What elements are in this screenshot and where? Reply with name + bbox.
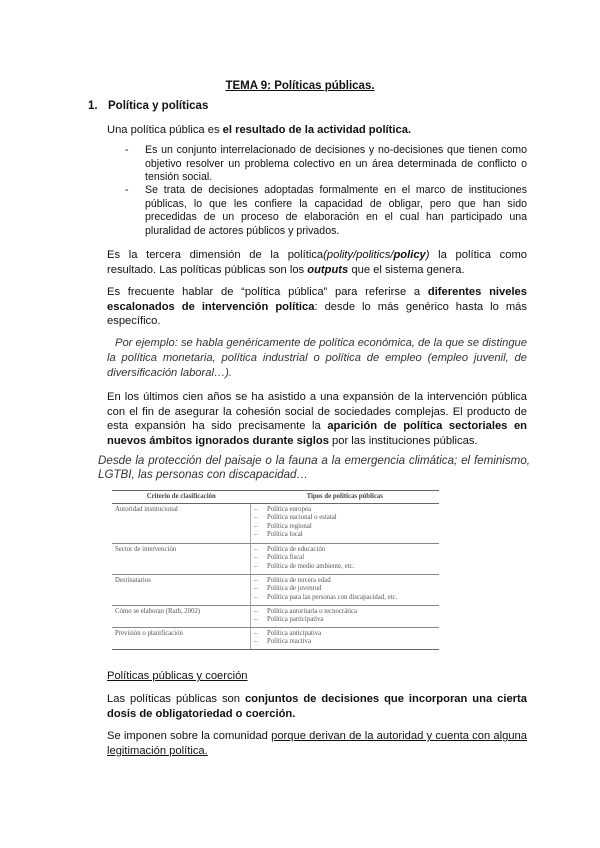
list-item: – Política de juventud <box>254 585 322 593</box>
table-cell-types <box>251 544 440 575</box>
paragraph-text: Las políticas públicas son <box>107 693 245 705</box>
paragraph-text: Es la tercera dimensión de la política <box>107 249 324 261</box>
list-item-text: Política de juventud <box>267 585 322 593</box>
list-item-text: Política europea <box>267 505 311 513</box>
list-item: – Política autoritaria o tecnocrática <box>254 607 358 615</box>
list-item-text: Política anticipativa <box>267 629 322 637</box>
paragraph-bold: diferentes niveles escalonados de intervención política <box>107 286 528 313</box>
paragraph-legitimation <box>107 729 527 758</box>
example-paragraph: Desde la protección del paisaje o la fauna a la emergencia climática; el feminismo, LGTBI, las personas con discapacidad… <box>98 454 530 481</box>
list-item-text: Política de medio ambiente, etc. <box>267 562 355 570</box>
paragraph-bold: el resultado de la actividad política. <box>222 124 412 136</box>
list-item: – Política europea <box>254 505 311 513</box>
table-header: Criterio de clasificación <box>112 491 251 504</box>
list-item-text: Política fiscal <box>267 554 305 562</box>
section-heading <box>88 100 208 112</box>
list-item: – Política local <box>254 531 303 539</box>
section-number: 1. <box>88 100 98 112</box>
paragraph-text: que el sistema genera. <box>348 263 465 276</box>
table-cell-types <box>251 504 440 544</box>
paragraph-text: En los últimos cien años se ha asistido a una expansión de la intervención pública con el fin de asegurar la cohesión social de sociedades complejas. El producto de esta expansión ha sido precisamente la <box>107 391 527 433</box>
list-item-text: Política de tercera edad <box>267 576 331 584</box>
table-row <box>112 606 439 628</box>
table-cell-criterion: Autoridad institucional <box>112 504 251 544</box>
table-row <box>112 504 439 544</box>
list-item: – Política para las personas con discapacidad, etc. <box>254 593 398 601</box>
table-cell-types <box>251 606 440 628</box>
table-row <box>112 544 439 575</box>
table-header: Tipos de políticas públicas <box>251 491 440 504</box>
list-item: – Política de educación <box>254 545 326 553</box>
paragraph-text: : desde lo más genérico hasta lo más específico. <box>107 300 527 328</box>
table-cell-criterion: Cómo se elaboran (Rath, 2002) <box>112 606 251 628</box>
example-paragraph: Por ejemplo: se habla genéricamente de política económica, de la que se distingue la política monetaria, política industrial o política de empleo (empleo juvenil, de diversificación laboral…). <box>107 337 527 380</box>
paragraph-definition <box>107 123 527 138</box>
list-item: – Política fiscal <box>254 554 305 562</box>
paragraph-bold: conjuntos de decisiones que incorporan una cierta dosis de obligatoriedad o coerción. <box>107 693 527 720</box>
list-item: – Política reactiva <box>254 638 311 646</box>
paragraph-expansion <box>107 390 527 448</box>
paragraph-underlined: porque derivan de la autoridad y cuenta con alguna legitimación política. <box>107 730 527 757</box>
bullet-dash: - <box>125 184 129 196</box>
list-item-text: Política local <box>267 531 303 539</box>
paragraph-bold-italic: outputs <box>307 263 349 276</box>
list-item-text: Política regional <box>267 522 312 530</box>
list-item-text: Política nacional o estatal <box>267 514 337 522</box>
list-item: – Política regional <box>254 522 312 530</box>
list-item: – Política de medio ambiente, etc. <box>254 562 355 570</box>
paragraph-text: por las instituciones públicas. <box>328 434 478 447</box>
paragraph-text: la política como resultado. Las políticas públicas son los <box>107 249 528 276</box>
list-item: – Política participativa <box>254 616 324 624</box>
paragraph-dimension <box>107 248 527 277</box>
list-item-text: Política de educación <box>267 545 326 553</box>
paragraph-bold-italic: policy <box>393 249 426 261</box>
paragraph-text: Es frecuente hablar de “política pública” para referirse a <box>107 286 428 298</box>
paragraph-italic: (polity/politics/ <box>323 249 394 261</box>
list-item-text: Política participativa <box>267 616 324 624</box>
table-cell-criterion: Sector de intervención <box>112 544 251 575</box>
document-title: TEMA 9: Políticas públicas. <box>225 80 375 92</box>
table-cell-criterion: Previsión o planificación <box>112 628 251 650</box>
bullet-item <box>127 184 527 238</box>
list-item: – Política nacional o estatal <box>254 514 337 522</box>
bullet-text: Es un conjunto interrelacionado de decisiones y no-decisiones que tienen como objetivo resolver un problema colectivo en un área determinada de conflicto o tensión social. <box>145 144 527 183</box>
subheading: Políticas públicas y coerción <box>107 670 248 682</box>
table-row <box>112 575 439 606</box>
table-cell-types <box>251 628 440 650</box>
paragraph-text: Una política pública es <box>107 124 223 136</box>
paragraph-italic: ) <box>425 249 430 261</box>
list-item: – Política de tercera edad <box>254 576 331 584</box>
table-cell-types <box>251 575 440 606</box>
paragraph-coercion <box>107 692 527 721</box>
bullet-dash: - <box>125 144 129 156</box>
paragraph-levels <box>107 285 527 329</box>
table-header-row <box>112 491 439 504</box>
section-label: Política y políticas <box>108 100 209 112</box>
paragraph-text: Se imponen sobre la comunidad <box>107 730 272 742</box>
list-item: – Política anticipativa <box>254 629 322 637</box>
bullet-item <box>127 144 527 185</box>
classification-table <box>112 490 439 654</box>
table-row <box>112 628 439 650</box>
list-item-text: Política autoritaria o tecnocrática <box>267 607 358 615</box>
table-cell-criterion: Destinatarios <box>112 575 251 606</box>
paragraph-bold: aparición de política sectoriales en nuevos ámbitos ignorados durante siglos <box>107 420 527 447</box>
list-item-text: Política reactiva <box>267 638 311 646</box>
bullet-text: Se trata de decisiones adoptadas formalmente en el marco de instituciones públicas, lo que les confiere la capacidad de obligar, pero que han sido precedidas de un proceso de elaboración en el cual han participado una pluralidad de actores públicos y privados. <box>145 184 527 237</box>
list-item-text: Política para las personas con discapacidad, etc. <box>267 593 398 601</box>
